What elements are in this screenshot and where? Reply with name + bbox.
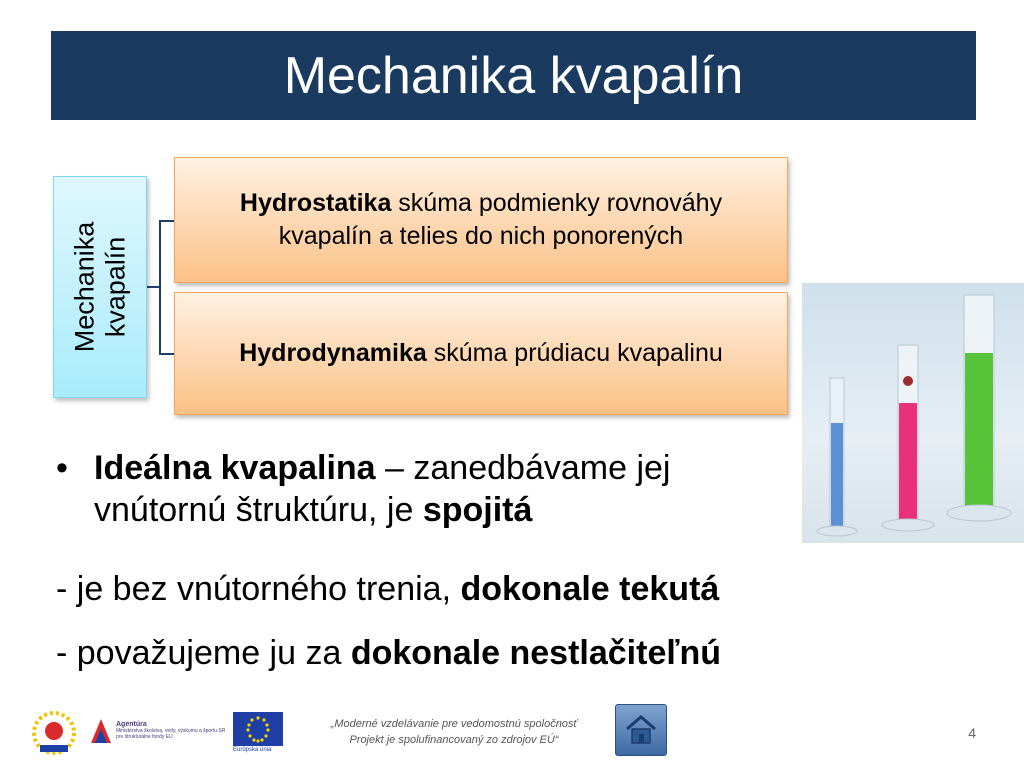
agency-line2: Ministerstva školstva, vedy, výskumu a športu SR xyxy=(116,728,226,734)
eu-flag-icon xyxy=(233,712,283,746)
line2-text: - je bez vnútorného trenia, xyxy=(56,570,461,608)
agency-logo xyxy=(88,711,228,751)
slide-title-bar xyxy=(51,31,976,120)
branch1-text1: skúma podmienky rovnováhy xyxy=(391,189,723,217)
bullet-ideal-fluid xyxy=(56,447,786,531)
branch2-text: skúma prúdiacu kvapalinu xyxy=(426,339,723,367)
diagram-branch-hydrostatika xyxy=(174,157,788,283)
bullet1-text2: vnútornú štruktúru, je xyxy=(94,491,423,529)
line3-text: - považujeme ju za xyxy=(56,634,351,672)
bullet1-bold1: Ideálna kvapalina xyxy=(94,449,376,487)
agency-logo-icon xyxy=(88,715,114,747)
agency-line3: pre štrukturálne fondy EÚ xyxy=(116,734,173,740)
footer-text-line2: Projekt je spolufinancovaný zo zdrojov EÚ“ xyxy=(349,734,559,746)
home-button[interactable] xyxy=(615,704,667,756)
eu-label: Európska únia xyxy=(233,747,272,753)
slide-title: Mechanika kvapalín xyxy=(283,46,744,105)
bullet1-bold2: spojitá xyxy=(422,491,533,529)
diagram-branch-hydrodynamika xyxy=(174,292,788,415)
branch1-bold: Hydrostatika xyxy=(239,189,392,217)
connector-vertical xyxy=(159,220,161,354)
branch2-bold: Hydrodynamika xyxy=(239,339,427,367)
line-no-friction xyxy=(56,568,719,610)
diagram-root-label: Mechanika kvapalín xyxy=(69,221,131,353)
footer-text-line1: „Moderné vzdelávanie pre vedomostnú spoločnosť xyxy=(330,718,578,730)
connector-branch-top xyxy=(159,220,175,222)
diagram-root-box xyxy=(53,176,147,398)
line2-bold: dokonale tekutá xyxy=(460,570,720,608)
page-number: 4 xyxy=(968,725,976,741)
operational-program-logo xyxy=(28,707,80,759)
cylinders-illustration xyxy=(802,283,1024,543)
branch1-text2: kvapalín a telies do nich ponorených xyxy=(278,222,684,250)
connector-branch-bottom xyxy=(159,353,175,355)
footer-project-text xyxy=(300,716,608,748)
graduated-cylinders-photo xyxy=(802,283,1024,543)
line-incompressible xyxy=(56,632,721,674)
bullet1-text1: – zanedbávame jej xyxy=(375,449,671,487)
agency-line1: Agentúra xyxy=(116,721,147,728)
home-icon xyxy=(624,714,658,746)
bullet-marker: • xyxy=(56,449,68,487)
line3-bold: dokonale nestlačiteľnú xyxy=(350,634,721,672)
